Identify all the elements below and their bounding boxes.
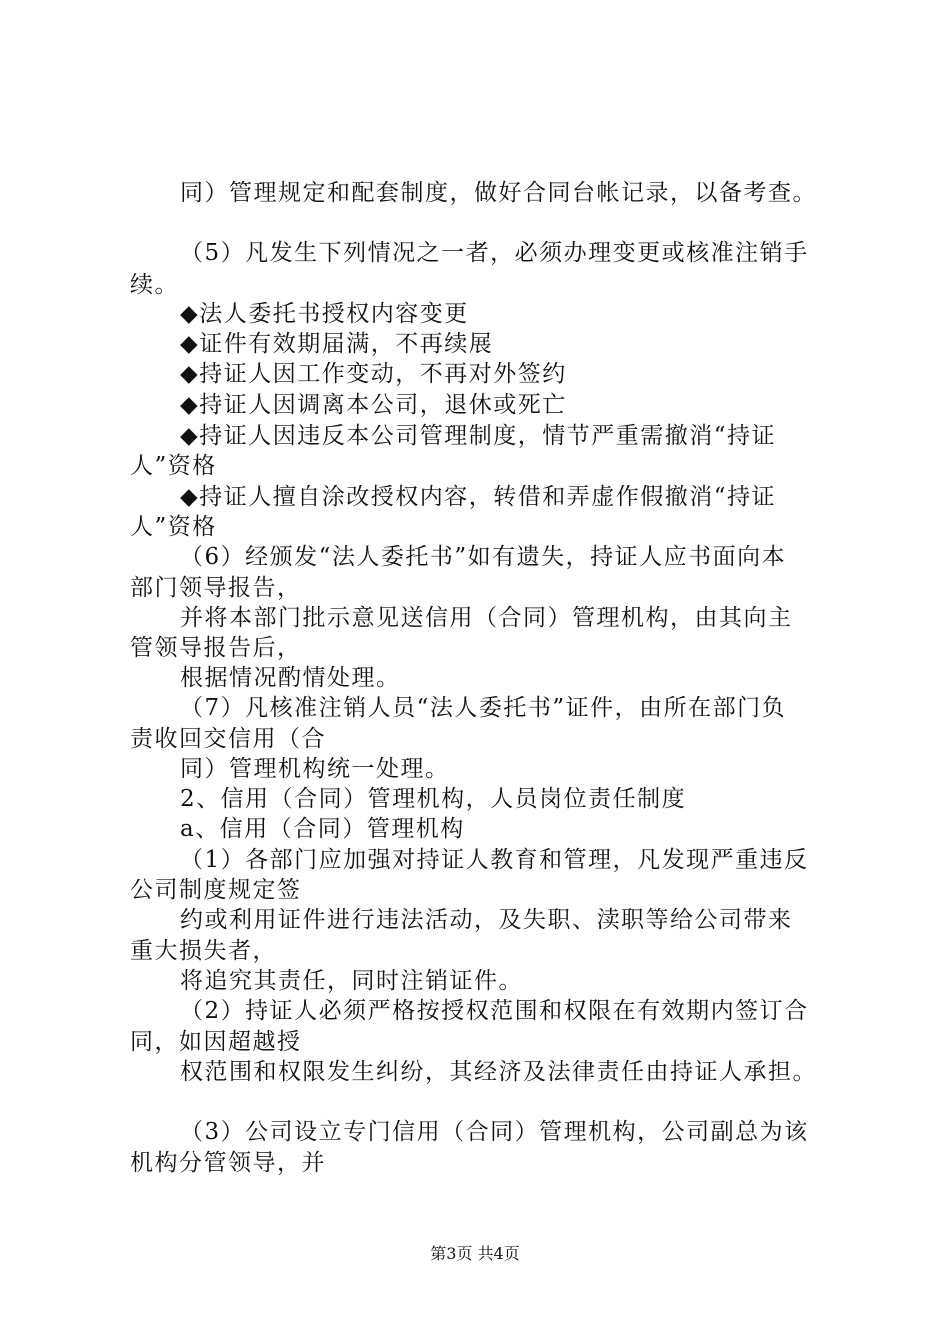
text-line: ◆证件有效期届满，不再续展 (180, 331, 494, 357)
text-line: 同）管理机构统一处理。 (180, 756, 450, 782)
text-line: ◆持证人擅自涂改授权内容，转借和弄虚作假撤消“持证 (180, 484, 776, 510)
text-line: ◆法人委托书授权内容变更 (180, 301, 469, 327)
text-line: 同，如因超越授 (130, 1029, 302, 1055)
text-line: 机构分管领导，并 (130, 1150, 326, 1176)
text-line: 续。 (130, 272, 179, 298)
text-line: （5）凡发生下列情况之一者，必须办理变更或核准注销手 (180, 240, 809, 266)
text-line: 权范围和权限发生纠纷，其经济及法律责任由持证人承担。 (180, 1059, 817, 1085)
text-line: 人”资格 (130, 453, 217, 479)
text-line: 部门领导报告， (130, 575, 302, 601)
text-line: ◆持证人因调离本公司，退休或死亡 (180, 392, 567, 418)
text-line: （7）凡核准注销人员“法人委托书”证件，由所在部门负 (180, 695, 787, 721)
text-line: （2）持证人必须严格按授权范围和权限在有效期内签订合 (180, 998, 809, 1024)
text-line: a、信用（合同）管理机构 (180, 816, 465, 842)
text-line: ◆持证人因工作变动，不再对外签约 (180, 361, 567, 387)
text-line: （3）公司设立专门信用（合同）管理机构，公司副总为该 (180, 1119, 809, 1145)
text-line: ◆持证人因违反本公司管理制度，情节严重需撤消“持证 (180, 423, 776, 449)
text-line: 将追究其责任，同时注销证件。 (180, 968, 523, 994)
text-line: 公司制度规定签 (130, 877, 302, 903)
text-line: 根据情况酌情处理。 (180, 665, 401, 691)
text-line: 责收回交信用（合 (130, 726, 326, 752)
text-line: 2、信用（合同）管理机构，人员岗位责任制度 (180, 786, 687, 812)
page-number-footer: 第3页 共4页 (430, 1244, 520, 1263)
text-line: 同）管理规定和配套制度，做好合同台帐记录，以备考查。 (180, 180, 817, 206)
text-line: 人”资格 (130, 514, 217, 540)
text-line: 重大损失者， (130, 938, 277, 964)
text-line: （1）各部门应加强对持证人教育和管理，凡发现严重违反 (180, 847, 809, 873)
text-line: 约或利用证件进行违法活动，及失职、渎职等给公司带来 (180, 907, 793, 933)
text-line: （6）经颁发“法人委托书”如有遗失，持证人应书面向本 (180, 544, 787, 570)
text-line: 并将本部门批示意见送信用（合同）管理机构，由其向主 (180, 605, 793, 631)
text-line: 管领导报告后， (130, 635, 302, 661)
